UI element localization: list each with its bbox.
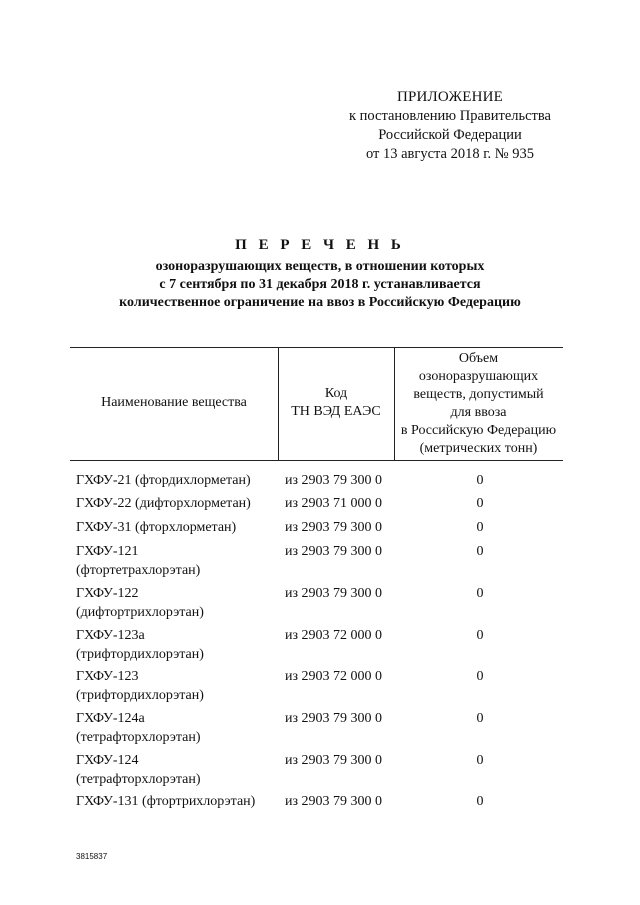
header-label: веществ, допустимый	[413, 387, 544, 402]
header-label: Код	[324, 386, 348, 401]
header-label: в Российскую Федерацию	[400, 423, 557, 438]
tn-ved-code: из 2903 71 000 0	[285, 496, 383, 511]
tn-ved-code: из 2903 79 300 0	[285, 473, 383, 488]
import-volume: 0	[476, 586, 484, 601]
heading-line: озоноразрушающих веществ, в отношении которых	[155, 259, 485, 274]
import-volume: 0	[476, 473, 484, 488]
substance-name: ГХФУ-21 (фтордихлорметан)	[76, 473, 251, 488]
header-label: (метрических тонн)	[419, 441, 538, 456]
table-header-rule	[70, 460, 563, 461]
substance-name: ГХФУ-22 (дифторхлорметан)	[76, 496, 251, 511]
header-label: ТН ВЭД ЕАЭС	[291, 404, 381, 419]
header-code	[278, 385, 394, 421]
substance-name: ГХФУ-122 (дифтортрихлорэтан)	[76, 586, 204, 620]
import-volume: 0	[476, 544, 484, 559]
header-substance-name	[70, 394, 278, 412]
document-number: 3815837	[76, 852, 108, 861]
header-volume	[394, 350, 563, 458]
header-label: Наименование вещества	[101, 395, 247, 410]
substance-name: ГХФУ-123 (трифтордихлорэтан)	[76, 669, 204, 703]
appendix-date-number: от 13 августа 2018 г. № 935	[365, 146, 535, 162]
import-volume: 0	[476, 794, 484, 809]
import-volume: 0	[476, 628, 484, 643]
table-top-rule	[70, 347, 563, 348]
substance-name: ГХФУ-124 (тетрафторхлорэтан)	[76, 753, 201, 787]
document-heading	[60, 236, 580, 312]
substance-name: ГХФУ-121 (фтортетрахлорэтан)	[76, 544, 201, 578]
tn-ved-code: из 2903 72 000 0	[285, 669, 383, 684]
tn-ved-code: из 2903 79 300 0	[285, 544, 383, 559]
tn-ved-code: из 2903 79 300 0	[285, 753, 383, 768]
heading-line: количественное ограничение на ввоз в Российскую Федерацию	[119, 295, 521, 310]
substance-name: ГХФУ-124а (тетрафторхлорэтан)	[76, 711, 201, 745]
appendix-line: к постановлению Правительства	[349, 108, 551, 124]
import-volume: 0	[476, 496, 484, 511]
appendix-title: ПРИЛОЖЕНИЕ	[396, 89, 504, 105]
substance-name: ГХФУ-123а (трифтордихлорэтан)	[76, 628, 204, 662]
import-volume: 0	[476, 711, 484, 726]
import-volume: 0	[476, 520, 484, 535]
heading-line: с 7 сентября по 31 декабря 2018 г. устанавливается	[159, 277, 481, 292]
appendix-line: Российской Федерации	[378, 127, 522, 143]
header-label: Объем	[458, 351, 499, 366]
tn-ved-code: из 2903 79 300 0	[285, 794, 383, 809]
import-volume: 0	[476, 753, 484, 768]
header-label: для ввоза	[450, 405, 507, 420]
import-volume: 0	[476, 669, 484, 684]
tn-ved-code: из 2903 72 000 0	[285, 628, 383, 643]
substance-name: ГХФУ-131 (фтортрихлорэтан)	[76, 794, 256, 809]
appendix-block	[330, 88, 570, 164]
document-title: П Е Р Е Ч Е Н Ь	[235, 237, 405, 253]
tn-ved-code: из 2903 79 300 0	[285, 586, 383, 601]
substance-name: ГХФУ-31 (фторхлорметан)	[76, 520, 237, 535]
header-label: озоноразрушающих	[418, 369, 539, 384]
tn-ved-code: из 2903 79 300 0	[285, 711, 383, 726]
tn-ved-code: из 2903 79 300 0	[285, 520, 383, 535]
